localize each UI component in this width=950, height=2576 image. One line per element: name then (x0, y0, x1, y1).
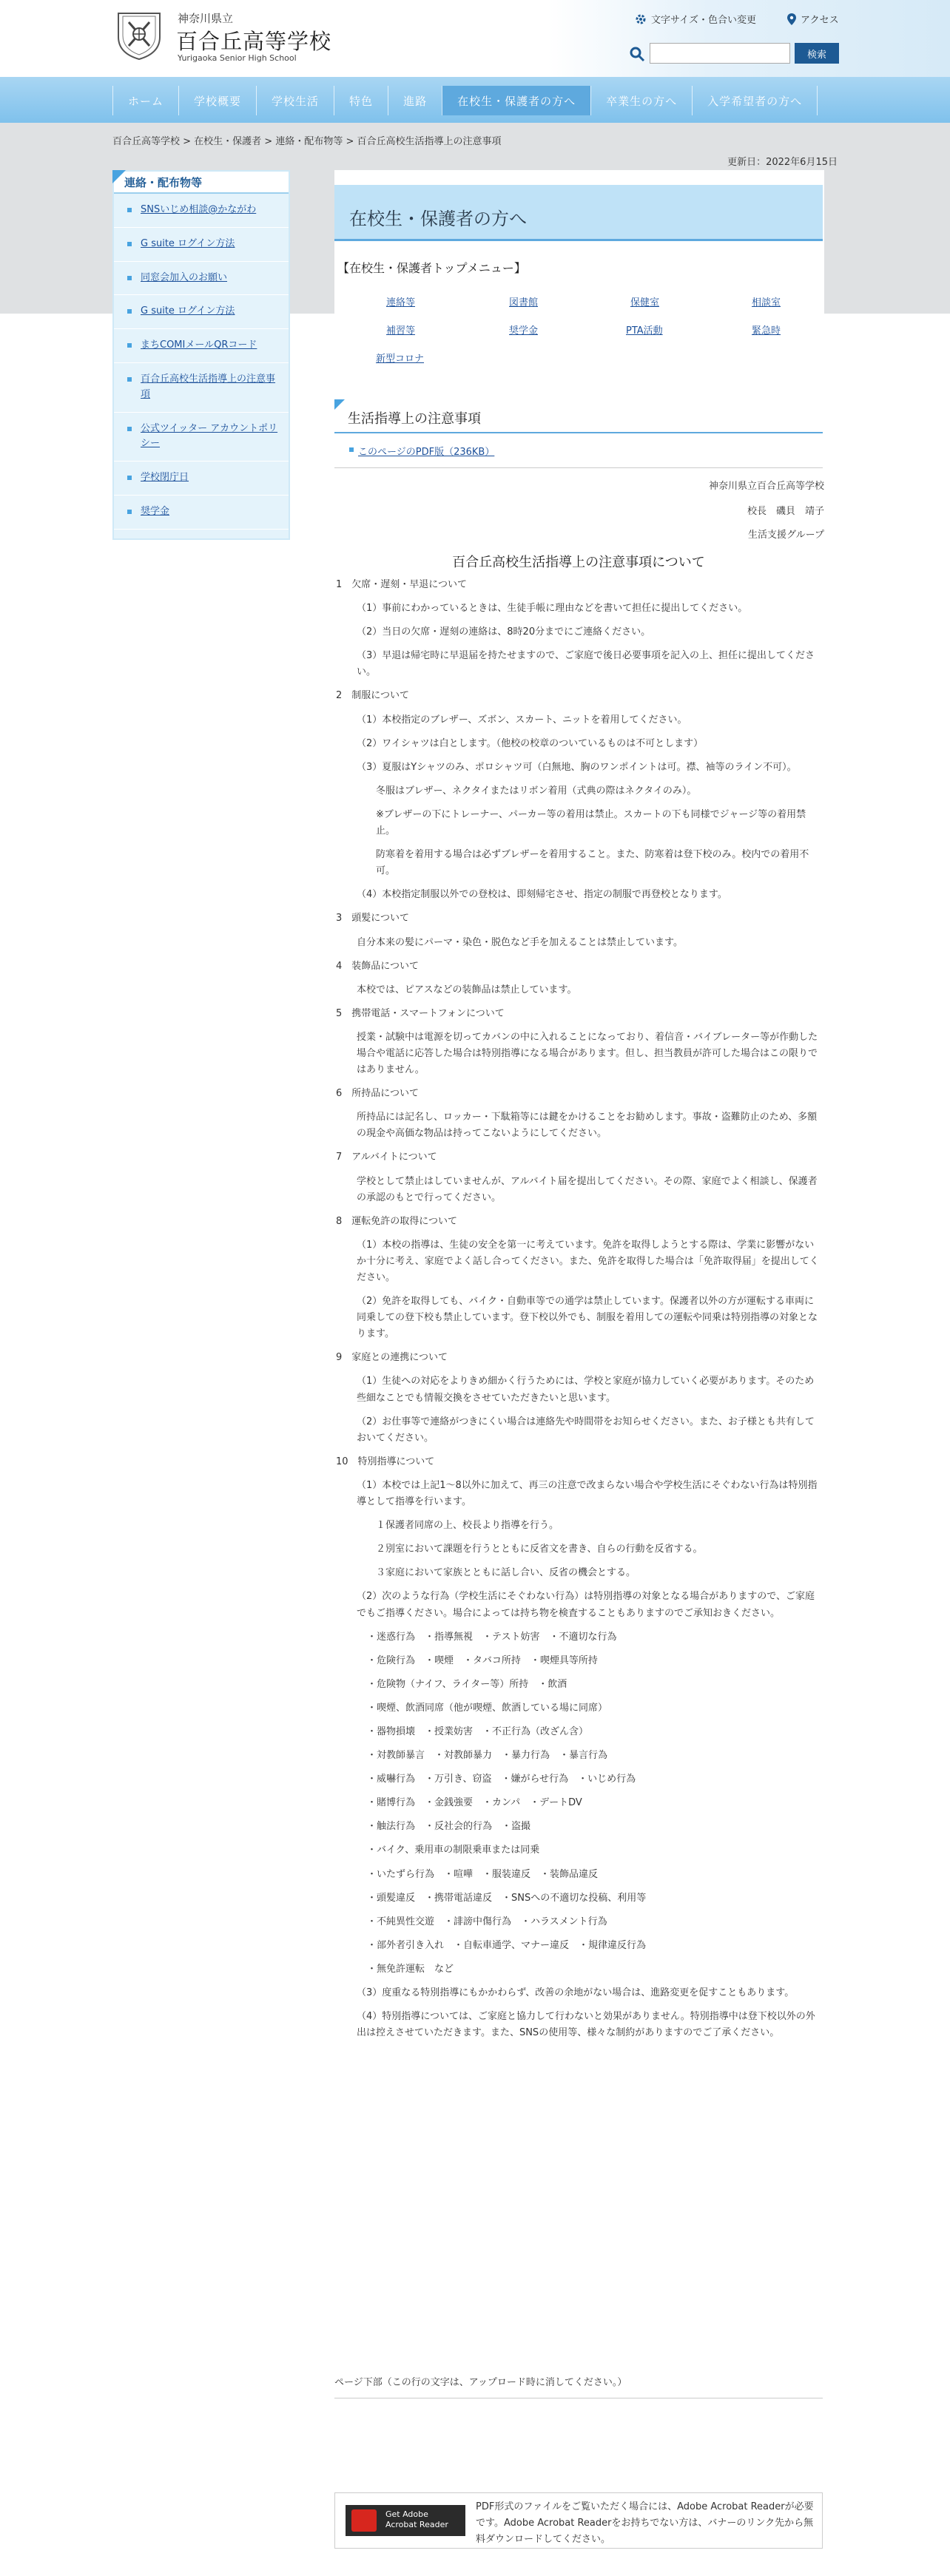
site-header (0, 0, 950, 77)
paragraph: ・危険行為 ・喫煙 ・タバコ所持 ・喫煙具等所持 (367, 1654, 598, 1666)
paragraph: ・触法行為 ・反社会的行為 ・盗撮 (367, 1821, 531, 1833)
paragraph: ※ブレザーの下にトレーナー、パーカー等の着用は禁止。スカートの下も同様でジャージ等の着用禁止。 (376, 808, 806, 837)
paragraph: （4）本校指定制服以外での登校は、即刻帰宅させ、指定の制服で再登校となります。 (357, 889, 727, 901)
divider (334, 467, 823, 468)
paragraph: ・対教師暴言 ・対教師暴力 ・暴力行為 ・暴言行為 (367, 1750, 608, 1762)
search-icon (629, 46, 645, 62)
sidebar-item[interactable] (114, 329, 289, 363)
sidebar-link[interactable]: G suite ログイン方法 (141, 305, 235, 317)
nav-school-life[interactable]: 学校生活 (256, 86, 334, 115)
paragraph: ・部外者引き入れ ・自転車通学、マナー違反 ・規律違反行為 (367, 1939, 647, 1951)
paragraph: ・賭博行為 ・金銭強要 ・カンパ ・デートDV (367, 1797, 582, 1809)
badge-line1: Get Adobe (385, 2509, 428, 2519)
paragraph: 防寒着を着用する場合は必ずブレザーを着用すること。また、防寒着は登下校のみ。校内での着用不可。 (376, 849, 809, 877)
sidebar-item[interactable] (114, 228, 289, 262)
school-crest-icon[interactable] (112, 9, 166, 62)
paragraph: 自分本来の髪にパーマ・染色・脱色など手を加えることは禁止しています。 (357, 936, 683, 948)
sidebar-link[interactable]: 公式ツイッター アカウントポリシー (141, 422, 278, 450)
paragraph: 授業・試験中は電源を切ってカバンの中に入れることになっており、着信音・バイブレーター等が作動した場合や電話に応答した場合は特別指導になる場合があります。但し、担当教員が許可した場合はこの限りではありません。 (357, 1031, 818, 1076)
paragraph: ・不純異性交遊 ・誹謗中傷行為 ・ハラスメント行為 (367, 1916, 607, 1927)
sidebar-item[interactable] (114, 363, 289, 413)
menu-link-counseling[interactable]: 相談室 (752, 297, 781, 308)
section-heading: 1 欠席・遅刻・早退について (336, 579, 468, 590)
menu-link-health-room[interactable]: 保健室 (630, 297, 660, 308)
section-heading: 4 装飾品について (336, 960, 420, 972)
paragraph: （2）お仕事等で連絡がつきにくい場合は連絡先や時間帯をお知らせください。また、お子様とも共有しておいてください。 (357, 1416, 815, 1444)
menu-link-pta[interactable]: PTA活動 (626, 325, 663, 337)
menu-link-notices[interactable]: 連絡等 (386, 297, 416, 308)
paragraph: ・器物損壊 ・授業妨害 ・不正行為（改ざん含） (367, 1725, 589, 1737)
sidebar-item[interactable] (114, 413, 289, 462)
sidebar-item[interactable] (114, 496, 289, 530)
menu-link-emergency[interactable]: 緊急時 (752, 325, 781, 337)
paragraph: （3）夏服はYシャツのみ、ポロシャツ可（白無地、胸のワンポイントは可。襟、袖等のライン不可）。 (357, 761, 797, 773)
footer-note: ページ下部（この行の文字は、アップロード時に消してください。） (334, 2377, 627, 2388)
sidebar-link[interactable]: SNSいじめ相談@かながわ (141, 204, 257, 215)
search-input[interactable] (650, 43, 790, 64)
gear-icon (635, 13, 647, 25)
paragraph: （1）本校では上記1～8以外に加えて、再三の注意で改まらない場合や学校生活にそぐわない行為は特別指導として指導を行います。 (357, 1479, 818, 1508)
sidebar-item[interactable] (114, 462, 289, 496)
paragraph: （3）早退は帰宅時に早退届を持たせますので、ご家庭で後日必要事項を記入の上、担任に提出してください。 (357, 650, 815, 678)
paragraph: 所持品には記名し、ロッカー・下駄箱等には鍵をかけることをお勧めします。事故・盗難防止のため、多額の現金や高価な物品は持ってこないようにしてください。 (357, 1112, 818, 1140)
nav-career[interactable]: 進路 (388, 86, 442, 115)
map-pin-icon (787, 13, 796, 25)
paragraph: （3）度重なる特別指導にもかかわらず、改善の余地がない場合は、進路変更を促すこともあります。 (357, 1987, 795, 1998)
paragraph: ・迷惑行為 ・指導無視 ・テスト妨害 ・不適切な行為 (367, 1631, 617, 1643)
section-heading: 10 特別指導について (336, 1456, 435, 1467)
nav-about[interactable]: 学校概要 (178, 86, 256, 115)
sidebar-link[interactable]: 学校閉庁日 (141, 472, 189, 484)
document-body (334, 577, 823, 2049)
menu-link-supplementary[interactable]: 補習等 (386, 325, 416, 337)
paragraph: （1）事前にわかっているときは、生徒手帳に理由などを書いて担任に提出してください。 (357, 603, 748, 615)
global-nav (0, 77, 950, 123)
paragraph: ・喫煙、飲酒同席（他が喫煙、飲酒している場に同席） (367, 1702, 608, 1714)
section-heading: 3 頭髪について (336, 913, 410, 924)
nav-applicants[interactable]: 入学希望者の方へ (692, 86, 818, 115)
paragraph: ・威嚇行為 ・万引き、窃盗 ・嫌がらせ行為 ・いじめ行為 (367, 1774, 636, 1785)
nav-features[interactable]: 特色 (334, 86, 388, 115)
nav-graduates[interactable]: 卒業生の方へ (590, 86, 692, 115)
menu-link-covid[interactable]: 新型コロナ (376, 354, 425, 365)
paragraph: （2）免許を取得しても、バイク・自動車等での通学は禁止しています。保護者以外の方が運転する車両に同乗しての登下校も禁止しています。登下校以外でも、制服を着用しての運転や同乗は特別指導の対象となります。 (357, 1296, 818, 1340)
paragraph: ・いたずら行為 ・喧嘩 ・服装違反 ・装飾品違反 (367, 1868, 599, 1880)
sidebar-link[interactable]: G suite ログイン方法 (141, 237, 235, 249)
sidebar-link[interactable]: まちCOMIメールQRコード (141, 339, 257, 351)
sidebar-item[interactable] (114, 262, 289, 296)
top-menu-heading: 【在校生・保護者トップメニュー】 (337, 261, 526, 275)
badge-line2: Acrobat Reader (385, 2520, 448, 2530)
paragraph: ・無免許運転 など (367, 1963, 454, 1975)
paragraph: （1）本校の指導は、生徒の安全を第一に考えています。免許を取得しようとする際は、学業に影響がないか十分に考え、家庭でよく話し合ってください。また、免許を取得した場合は「免許取得届」を提出してください。 (357, 1239, 819, 1283)
section-heading: 6 所持品について (336, 1088, 420, 1100)
search-button[interactable]: 検索 (795, 43, 839, 64)
paragraph: ２別室において課題を行うとともに反省文を書き、自らの行動を反省する。 (376, 1544, 703, 1555)
paragraph: （2）ワイシャツは白とします。（他校の校章のついているものは不可とします） (357, 737, 704, 749)
menu-link-library[interactable]: 図書館 (509, 297, 539, 308)
sidebar-item[interactable] (114, 295, 289, 329)
paragraph: ３家庭において家族とともに話し合い、反省の機会とする。 (376, 1567, 636, 1579)
paragraph: 冬服はブレザー、ネクタイまたはリボン着用（式典の際はネクタイのみ）。 (376, 785, 697, 797)
sidebar-title[interactable]: 連絡・配布物等 (114, 172, 289, 194)
menu-link-scholarship[interactable]: 奨学金 (509, 325, 539, 337)
section-heading: 5 携帯電話・スマートフォンについて (336, 1007, 505, 1019)
access-label: アクセス (801, 15, 839, 26)
paragraph: （4）特別指導については、ご家庭と協力して行わないと効果がありません。特別指導中は登下校以外の外出は控えさせていただきます。また、SNSの使用等、様々な制約がありますのでご了承ください。 (357, 2011, 815, 2039)
text-size-link[interactable] (635, 12, 756, 26)
document-title: 百合丘高校生活指導上の注意事項について (452, 555, 705, 570)
sidebar (112, 170, 290, 540)
access-link[interactable] (787, 12, 839, 26)
school-prefecture: 神奈川県立 (178, 12, 234, 25)
paragraph: ・頭髪違反 ・携帯電話違反 ・SNSへの不適切な投稿、利用等 (367, 1892, 647, 1904)
section-heading: 2 制服について (336, 690, 410, 702)
school-name-en: Yurigaoka Senior High School (178, 53, 297, 63)
adobe-reader-notice: PDF形式のファイルをご覧いただく場合には、Adobe Acrobat Readerが必要です。Adobe Acrobat Readerをお持ちでない方は、バナーのリンク先から無料ダウンロードしてください。 (476, 2501, 814, 2546)
signature-group: 生活支援グループ (748, 530, 824, 541)
sidebar-link[interactable]: 百合丘高校生活指導上の注意事項 (141, 373, 276, 400)
paragraph: （2）当日の欠席・遅刻の連絡は、8時20分までにご連絡ください。 (357, 626, 651, 638)
sidebar-link[interactable]: 同窓会加入のお願い (141, 271, 228, 283)
signature-school: 神奈川県立百合丘高等学校 (708, 481, 824, 492)
section-title: 生活指導上の注意事項 (334, 399, 823, 433)
get-adobe-reader-banner[interactable] (346, 2505, 465, 2536)
text-size-label: 文字サイズ・色合い変更 (651, 15, 756, 26)
nav-students-parents[interactable]: 在校生・保護者の方へ (442, 86, 590, 115)
paragraph: （1）本校指定のブレザー、ズボン、スカート、ニットを着用してください。 (357, 714, 687, 726)
pdf-version-link[interactable]: このページのPDF版（236KB） (358, 444, 494, 458)
paragraph: １保護者同席の上、校長より指導を行う。 (376, 1520, 559, 1532)
section-heading: 9 家庭との連携について (336, 1352, 448, 1364)
paragraph: （2）次のような行為（学校生活にそぐわない行為）は特別指導の対象となる場合がありますので、ご家庭でもご指導ください。場合によっては持ち物を検査することもありますのでご承知おきください。 (357, 1591, 815, 1619)
adobe-pdf-icon (351, 2509, 377, 2532)
nav-home[interactable]: ホーム (112, 86, 178, 115)
section-heading: 7 アルバイトについて (336, 1152, 437, 1163)
paragraph: （1）生徒への対応をよりきめ細かく行うためには、学校と家庭が協力していく必要があります。そのため些細なことでも情報交換をさせていただきたいと思います。 (357, 1376, 815, 1404)
page-title: 在校生・保護者の方へ (334, 185, 823, 241)
updated-date: 更新日：2022年6月15日 (727, 157, 838, 168)
paragraph: ・危険物（ナイフ、ライター等）所持 ・飲酒 (367, 1678, 567, 1690)
paragraph: 学校として禁止はしていませんが、アルバイト届を提出してください。その際、家庭でよく相談し、保護者の承認のもとで行ってください。 (357, 1175, 818, 1203)
paragraph: 本校では、ピアスなどの装飾品は禁止しています。 (357, 984, 577, 995)
breadcrumb[interactable]: 百合丘高等学校 > 在校生・保護者 > 連絡・配布物等 > 百合丘高校生活指導上の注意事項 (112, 136, 502, 147)
section-heading: 8 運転免許の取得について (336, 1215, 458, 1227)
sidebar-item[interactable] (114, 194, 289, 228)
school-name[interactable]: 百合丘高等学校 (176, 29, 332, 54)
sidebar-link[interactable]: 奨学金 (141, 505, 170, 517)
signature-principal: 校長 磯貝 靖子 (747, 506, 824, 517)
paragraph: ・バイク、乗用車の制限乗車または同乗 (367, 1845, 540, 1856)
adobe-reader-box (334, 2492, 823, 2549)
